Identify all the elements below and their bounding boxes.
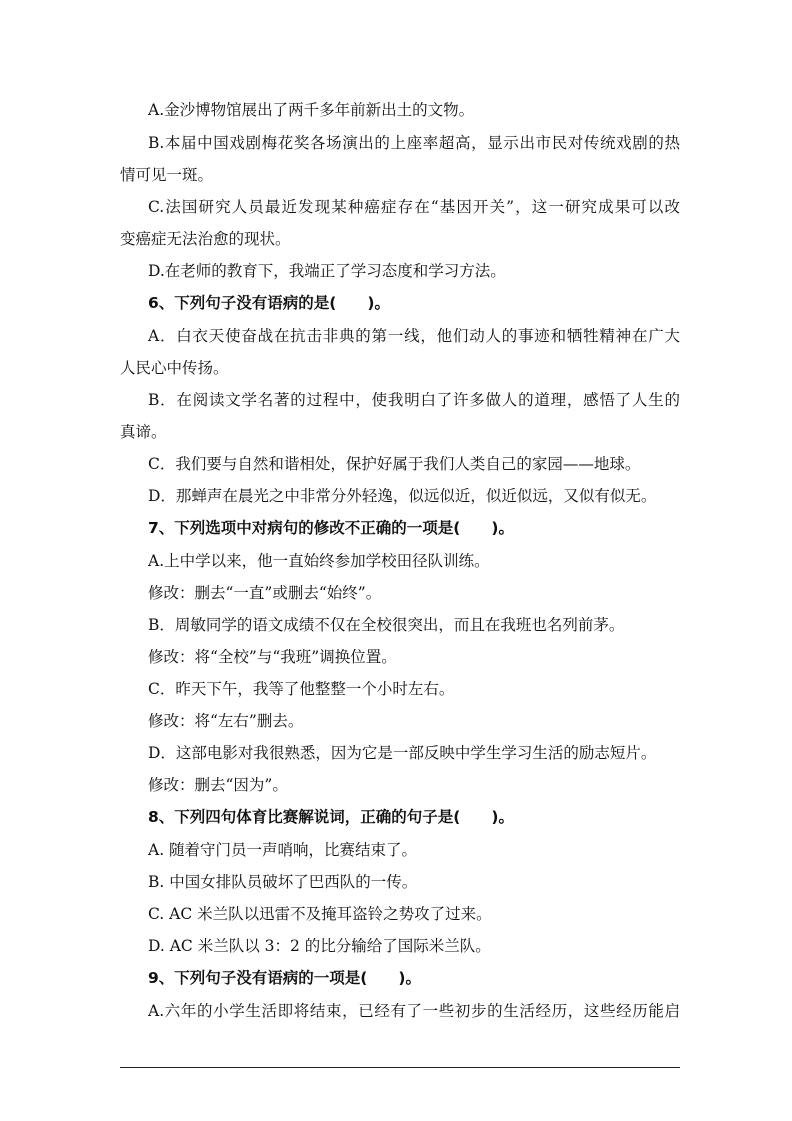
q7-option-a-fix: 修改：删去“一直”或删去“始终”。 bbox=[148, 584, 382, 602]
q8-option-d: D. AC 米兰队以 3：2 的比分输给了国际米兰队。 bbox=[148, 937, 491, 955]
question-6-title: 6、下列句子没有语病的是( )。 bbox=[148, 294, 390, 312]
q6-option-c: C．我们要与自然和谐相处，保护好属于我们人类自己的家园——地球。 bbox=[148, 455, 641, 473]
q8-option-b: B. 中国女排队员破坏了巴西队的一传。 bbox=[148, 873, 418, 891]
q9-option-a-line1: A.六年的小学生活即将结束，已经有了一些初步的生活经历，这些经历能启 bbox=[148, 1002, 680, 1020]
q7-option-b-fix: 修改：将“全校”与“我班”调换位置。 bbox=[148, 648, 397, 666]
q7-option-c: C．昨天下午，我等了他整整一个小时左右。 bbox=[148, 680, 455, 698]
question-8-title: 8、下列四句体育比赛解说词，正确的句子是( )。 bbox=[148, 808, 514, 826]
q6-option-a-line2: 人民心中传扬。 bbox=[120, 359, 229, 377]
q7-option-d: D．这部电影对我很熟悉，因为它是一部反映中学生学习生活的励志短片。 bbox=[148, 744, 657, 762]
q5-option-a: A.金沙博物馆展出了两千多年前新出土的文物。 bbox=[148, 101, 475, 119]
q6-option-d: D．那蝉声在晨光之中非常分外轻逸，似远似近，似近似远，又似有似无。 bbox=[148, 487, 657, 505]
q6-option-b-line2: 真谛。 bbox=[120, 423, 167, 441]
q5-option-c-line1: C.法国研究人员最近发现某种癌症存在“基因开关”，这一研究成果可以改 bbox=[148, 198, 680, 216]
q6-option-b-line1: B．在阅读文学名著的过程中，使我明白了许多做人的道理，感悟了人生的 bbox=[148, 391, 680, 409]
q6-option-a-line1: A．白衣天使奋战在抗击非典的第一线，他们动人的事迹和牺牲精神在广大 bbox=[148, 327, 680, 345]
q7-option-a: A.上中学以来，他一直始终参加学校田径队训练。 bbox=[148, 552, 490, 570]
question-9-title: 9、下列句子没有语病的一项是( )。 bbox=[148, 969, 421, 987]
q8-option-a: A. 随着守门员一声哨响，比赛结束了。 bbox=[148, 841, 418, 859]
q5-option-d: D.在老师的教育下，我端正了学习态度和学习方法。 bbox=[148, 262, 506, 280]
q7-option-d-fix: 修改：删去“因为”。 bbox=[148, 776, 288, 794]
footer-divider bbox=[120, 1067, 680, 1068]
q5-option-c-line2: 变癌症无法治愈的现状。 bbox=[120, 230, 291, 248]
q8-option-c: C. AC 米兰队以迅雷不及掩耳盗铃之势攻了过来。 bbox=[148, 905, 492, 923]
q5-option-b-line2: 情可见一斑。 bbox=[120, 166, 214, 184]
q7-option-b: B．周敏同学的语文成绩不仅在全校很突出，而且在我班也名列前茅。 bbox=[148, 616, 625, 634]
q7-option-c-fix: 修改：将“左右”删去。 bbox=[148, 712, 304, 730]
q5-option-b-line1: B.本届中国戏剧梅花奖各场演出的上座率超高，显示出市民对传统戏剧的热 bbox=[148, 134, 680, 152]
question-7-title: 7、下列选项中对病句的修改不正确的一项是( )。 bbox=[148, 519, 514, 537]
